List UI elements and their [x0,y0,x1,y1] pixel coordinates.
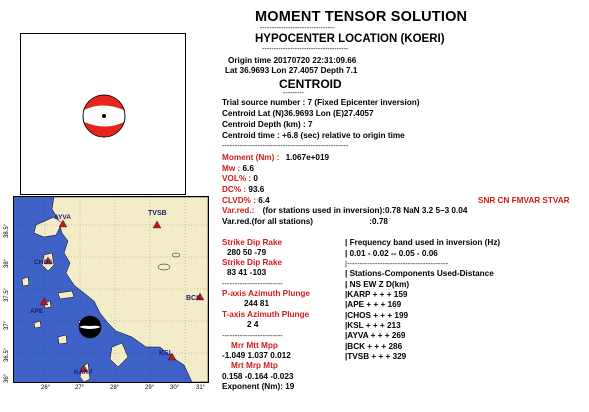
title-underline: -------------------------------- [260,25,335,32]
t-axis-header: T-axis Azimuth Plunge [222,310,310,319]
epicenter-beachball-icon [79,316,101,338]
page-title: MOMENT TENSOR SOLUTION [255,9,468,25]
stations-columns: | NS EW Z D(km) [345,280,410,289]
axes-separator: ------------------------ [222,279,283,288]
station-row: |KARP + + + 159 [345,290,408,299]
centroid-heading: CENTROID [279,77,342,91]
t-axis-values: 2 4 [247,320,259,329]
station-label-ksl: KSL [159,350,173,357]
beachball-icon [21,34,185,194]
p-axis-header: P-axis Azimuth Plunge [222,289,310,298]
stations-header: | Stations-Components Used-Distance [345,269,494,278]
vol-value: 0 [253,174,258,183]
lon-tick: 31° [196,385,206,391]
mw-label: Mw : [222,164,241,173]
lon-tick: 26° [41,385,51,391]
dc-row [222,185,264,195]
lat-tick: 36° [4,373,10,383]
clvd-row [222,196,270,206]
station-label-bck: BCK [186,295,202,302]
dc-value: 93.6 [248,185,265,194]
lon-tick: 27° [75,385,85,391]
var-red-all-label: Var.red.(for all stations) [222,217,313,226]
var-red-all-value: :0.78 [369,217,388,226]
tensor-exponent: Exponent (Nm): 19 [222,382,295,391]
dc-label: DC% : [222,185,247,194]
lon-tick: 30° [170,385,180,391]
lon-tick: 28° [110,385,120,391]
mw-row [222,164,254,174]
lat-tick: 37.5° [4,287,10,302]
hypocenter-location: Lat 36.9693 Lon 27.4057 Depth 7.1 [225,66,358,75]
nodal-plane-2: 83 41 -103 [227,268,267,277]
station-row: |CHOS + + + 199 [345,311,409,320]
tensor-header-2: Mrt Mrp Mtp [231,361,278,370]
clvd-value: 6.4 [258,196,270,205]
station-label-tvsb: TVSB [148,210,167,217]
origin-time: Origin time 20170720 22:31:09.66 [228,56,357,65]
clvd-label: CLVD% : [222,196,256,205]
lat-tick: 38° [4,258,10,268]
station-label-chos: CHOS [34,259,53,266]
station-row: |APE + + + 169 [345,300,402,309]
nodal-header-1: Strike Dip Rake [222,238,283,247]
vol-label: VOL% : [222,174,252,183]
tensor-separator: ------------------------ [222,331,283,340]
frequency-band: | 0.01 - 0.02 -- 0.05 - 0.06 [345,249,438,258]
lat-tick: 38.5° [4,223,10,238]
lat-tick: 36.5° [4,347,10,362]
station-row: |KSL + + + 213 [345,321,401,330]
nodal-plane-1: 280 50 -79 [227,248,267,257]
lat-tick: 37° [4,320,10,330]
station-row: |AYVA + + + 269 [345,331,406,340]
var-red-all-row [222,217,388,227]
station-map [13,196,209,383]
tensor-values-2: 0.158 -0.164 -0.023 [222,372,294,381]
hypocenter-heading: HYPOCENTER LOCATION (KOERI) [255,33,445,45]
beachball-panel [20,33,186,195]
station-row: |TVSB + + + 329 [345,352,407,361]
var-red-text: (for stations used in inversion):0.78 NaN 3.2 5–3 0.04 [262,206,468,215]
hypocenter-underline: ------------------------------------- [262,46,349,53]
centroid-time: Centroid time : +6.8 (sec) relative to origin time [222,131,405,140]
trial-source: Trial source number : 7 (Fixed Epicenter inversion) [222,98,420,107]
lon-tick: 29° [145,385,155,391]
station-label-ape: APE [30,308,44,315]
mw-value: 6.6 [242,164,254,173]
moment-row [222,153,329,163]
map-canvas [14,197,208,382]
tensor-values-1: -1.049 1.037 0.012 [222,351,291,360]
station-label-ayva: AYVA [54,214,71,221]
nodal-header-2: Strike Dip Rake [222,258,283,267]
var-red-header: SNR CN FMVAR STVAR [478,196,570,205]
moment-value: 1.067e+019 [285,153,330,162]
var-red-label: Var.red.: [222,206,255,215]
station-row: |BCK + + + 286 [345,342,403,351]
centroid-depth: Centroid Depth (km) : 7 [222,120,313,129]
frequency-separator: |---------------------------------------- [345,259,449,268]
centroid-lat-lon: Centroid Lat (N)36.9693 Lon (E)27.4057 [222,109,374,118]
var-red-row [222,206,467,216]
vol-row [222,174,258,184]
centroid-separator: -------------------------------------------------- [222,141,349,150]
centroid-underline: --------- [283,90,304,97]
station-label-karp: KARP [74,369,93,376]
moment-label: Moment (Nm) : [222,153,280,162]
p-axis-values: 244 81 [244,299,270,308]
frequency-header: | Frequency band used in inversion (Hz) [345,238,501,247]
station-marker-icon [40,298,48,305]
tensor-header-1: Mrr Mtt Mpp [231,341,278,350]
